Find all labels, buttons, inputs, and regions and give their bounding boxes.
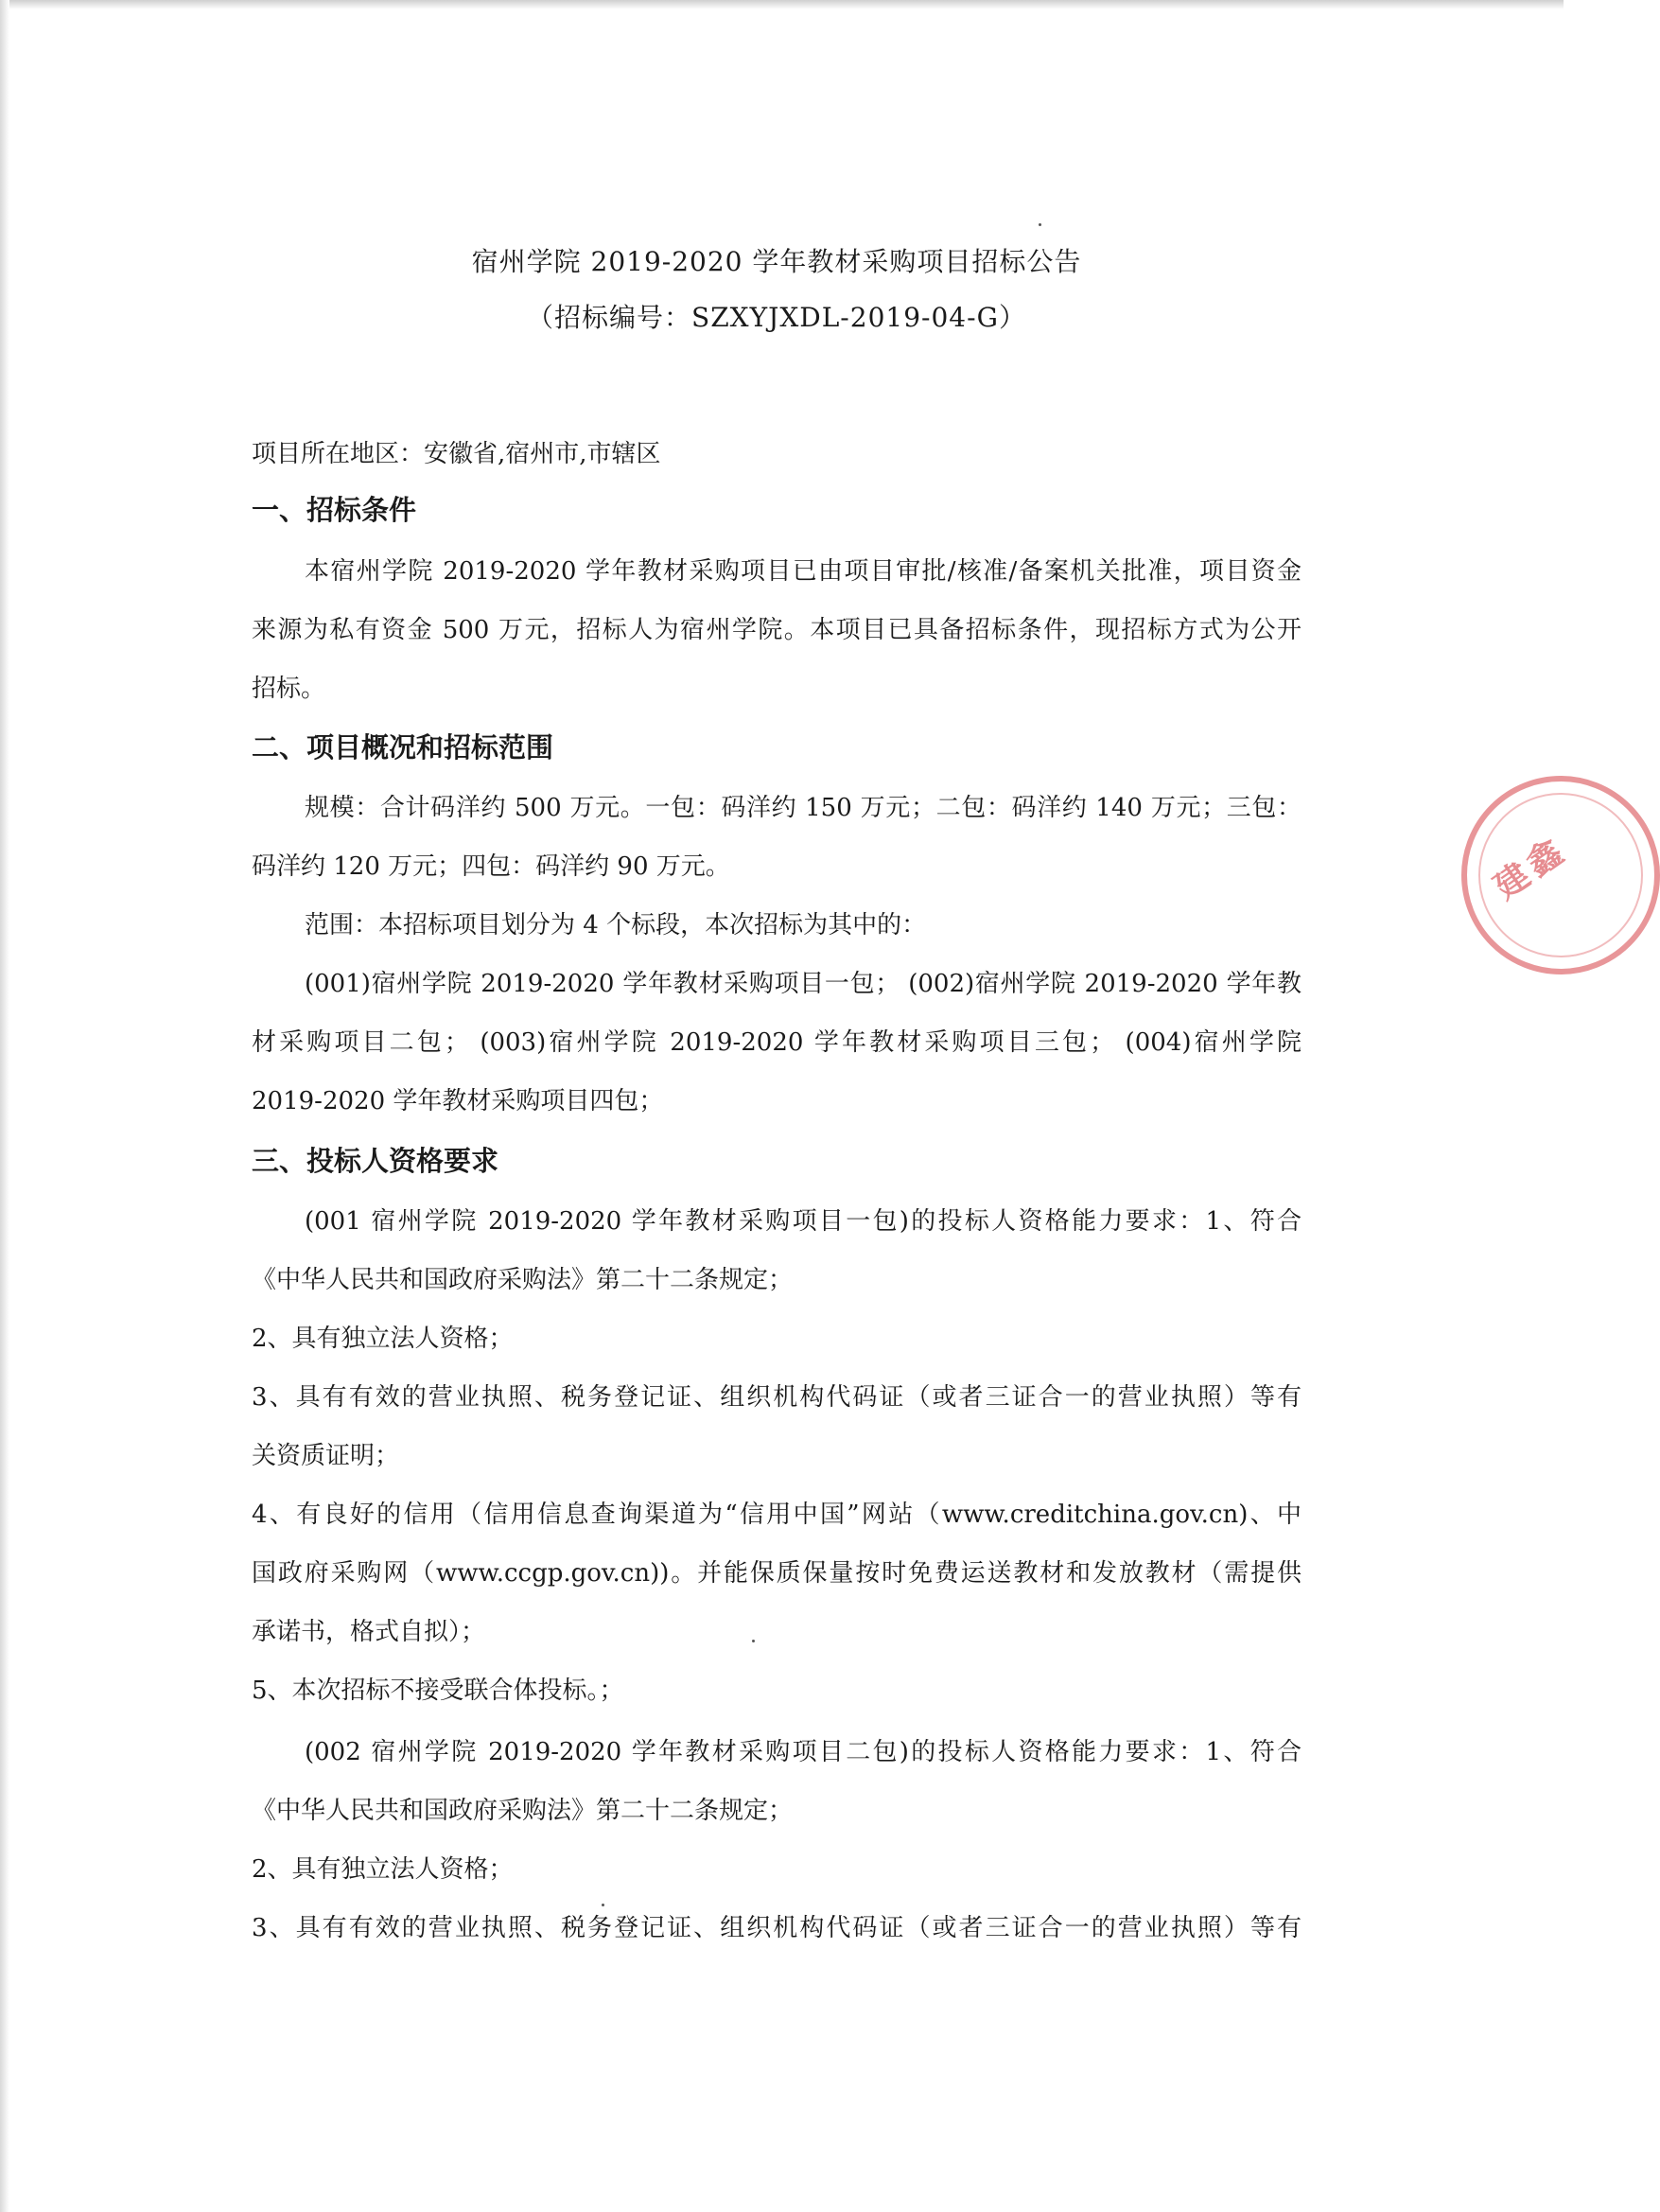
section-2-line: 范围：本招标项目划分为 4 个标段，本次招标为其中的： xyxy=(305,911,927,939)
section-3-line: 《中华人民共和国政府采购法》第二十二条规定； xyxy=(252,1797,794,1825)
section-3-line: 5、本次招标不接受联合体投标。； xyxy=(252,1677,624,1705)
section-3-line: 4、有良好的信用（信用信息查询渠道为“信用中国”网站（www.creditchina.gov.cn)、中 xyxy=(252,1501,1302,1529)
section-3-line: 3、具有有效的营业执照、税务登记证、组织机构代码证（或者三证合一的营业执照）等有 xyxy=(252,1383,1302,1412)
scan-speck xyxy=(1039,223,1041,226)
section-1-line: 招标。 xyxy=(252,675,326,703)
section-3-line: 国政府采购网（www.ccgp.gov.cn))。并能保质保量按时免费运送教材和发放教材（需提供 xyxy=(252,1559,1302,1588)
section-1-line: 本宿州学院 2019-2020 学年教材采购项目已由项目审批/核准/备案机关批准，项目资金 xyxy=(305,557,1302,586)
section-2-line: 码洋约 120 万元；四包：码洋约 90 万元。 xyxy=(252,852,730,881)
section-3-line: (002 宿州学院 2019-2020 学年教材采购项目二包)的投标人资格能力要求：1、符合 xyxy=(305,1738,1302,1766)
section-heading-3: 三、投标人资格要求 xyxy=(252,1145,499,1177)
section-1-line: 来源为私有资金 500 万元，招标人为宿州学院。本项目已具备招标条件，现招标方式为公开 xyxy=(252,616,1302,644)
section-2-line: 规模：合计码洋约 500 万元。一包：码洋约 150 万元；二包：码洋约 140 万元；三包： xyxy=(305,794,1302,822)
section-3-line: 《中华人民共和国政府采购法》第二十二条规定； xyxy=(252,1266,794,1294)
section-3-line: (001 宿州学院 2019-2020 学年教材采购项目一包)的投标人资格能力要求：1、符合 xyxy=(305,1207,1302,1236)
section-2-line: 2019-2020 学年教材采购项目四包； xyxy=(252,1087,664,1115)
scan-speck xyxy=(602,1904,604,1906)
scan-left-edge xyxy=(0,0,9,2212)
section-3-line: 2、具有独立法人资格； xyxy=(252,1855,514,1884)
scan-top-edge xyxy=(0,0,1564,9)
section-3-line: 2、具有独立法人资格； xyxy=(252,1325,514,1353)
document-title: 宿州学院 2019-2020 学年教材采购项目招标公告 xyxy=(471,246,1082,277)
red-seal-stamp xyxy=(1461,776,1660,974)
section-2-line: (001)宿州学院 2019-2020 学年教材采购项目一包； (002)宿州学院 2019-2020 学年教 xyxy=(305,970,1302,998)
section-heading-1: 一、招标条件 xyxy=(252,494,417,526)
scan-speck xyxy=(752,1640,755,1642)
section-3-line: 3、具有有效的营业执照、税务登记证、组织机构代码证（或者三证合一的营业执照）等有 xyxy=(252,1914,1302,1942)
section-3-line: 承诺书，格式自拟）； xyxy=(252,1618,486,1646)
section-2-line: 材采购项目二包； (003)宿州学院 2019-2020 学年教材采购项目三包； (004)宿州学院 xyxy=(252,1028,1302,1057)
tender-number: （招标编号：SZXYJXDL-2019-04-G） xyxy=(527,302,1026,333)
section-3-line: 关资质证明； xyxy=(252,1442,400,1470)
seal-text: 建鑫 xyxy=(1487,830,1575,907)
section-heading-2: 二、项目概况和招标范围 xyxy=(252,731,554,764)
project-location: 项目所在地区：安徽省,宿州市,市辖区 xyxy=(252,440,661,468)
